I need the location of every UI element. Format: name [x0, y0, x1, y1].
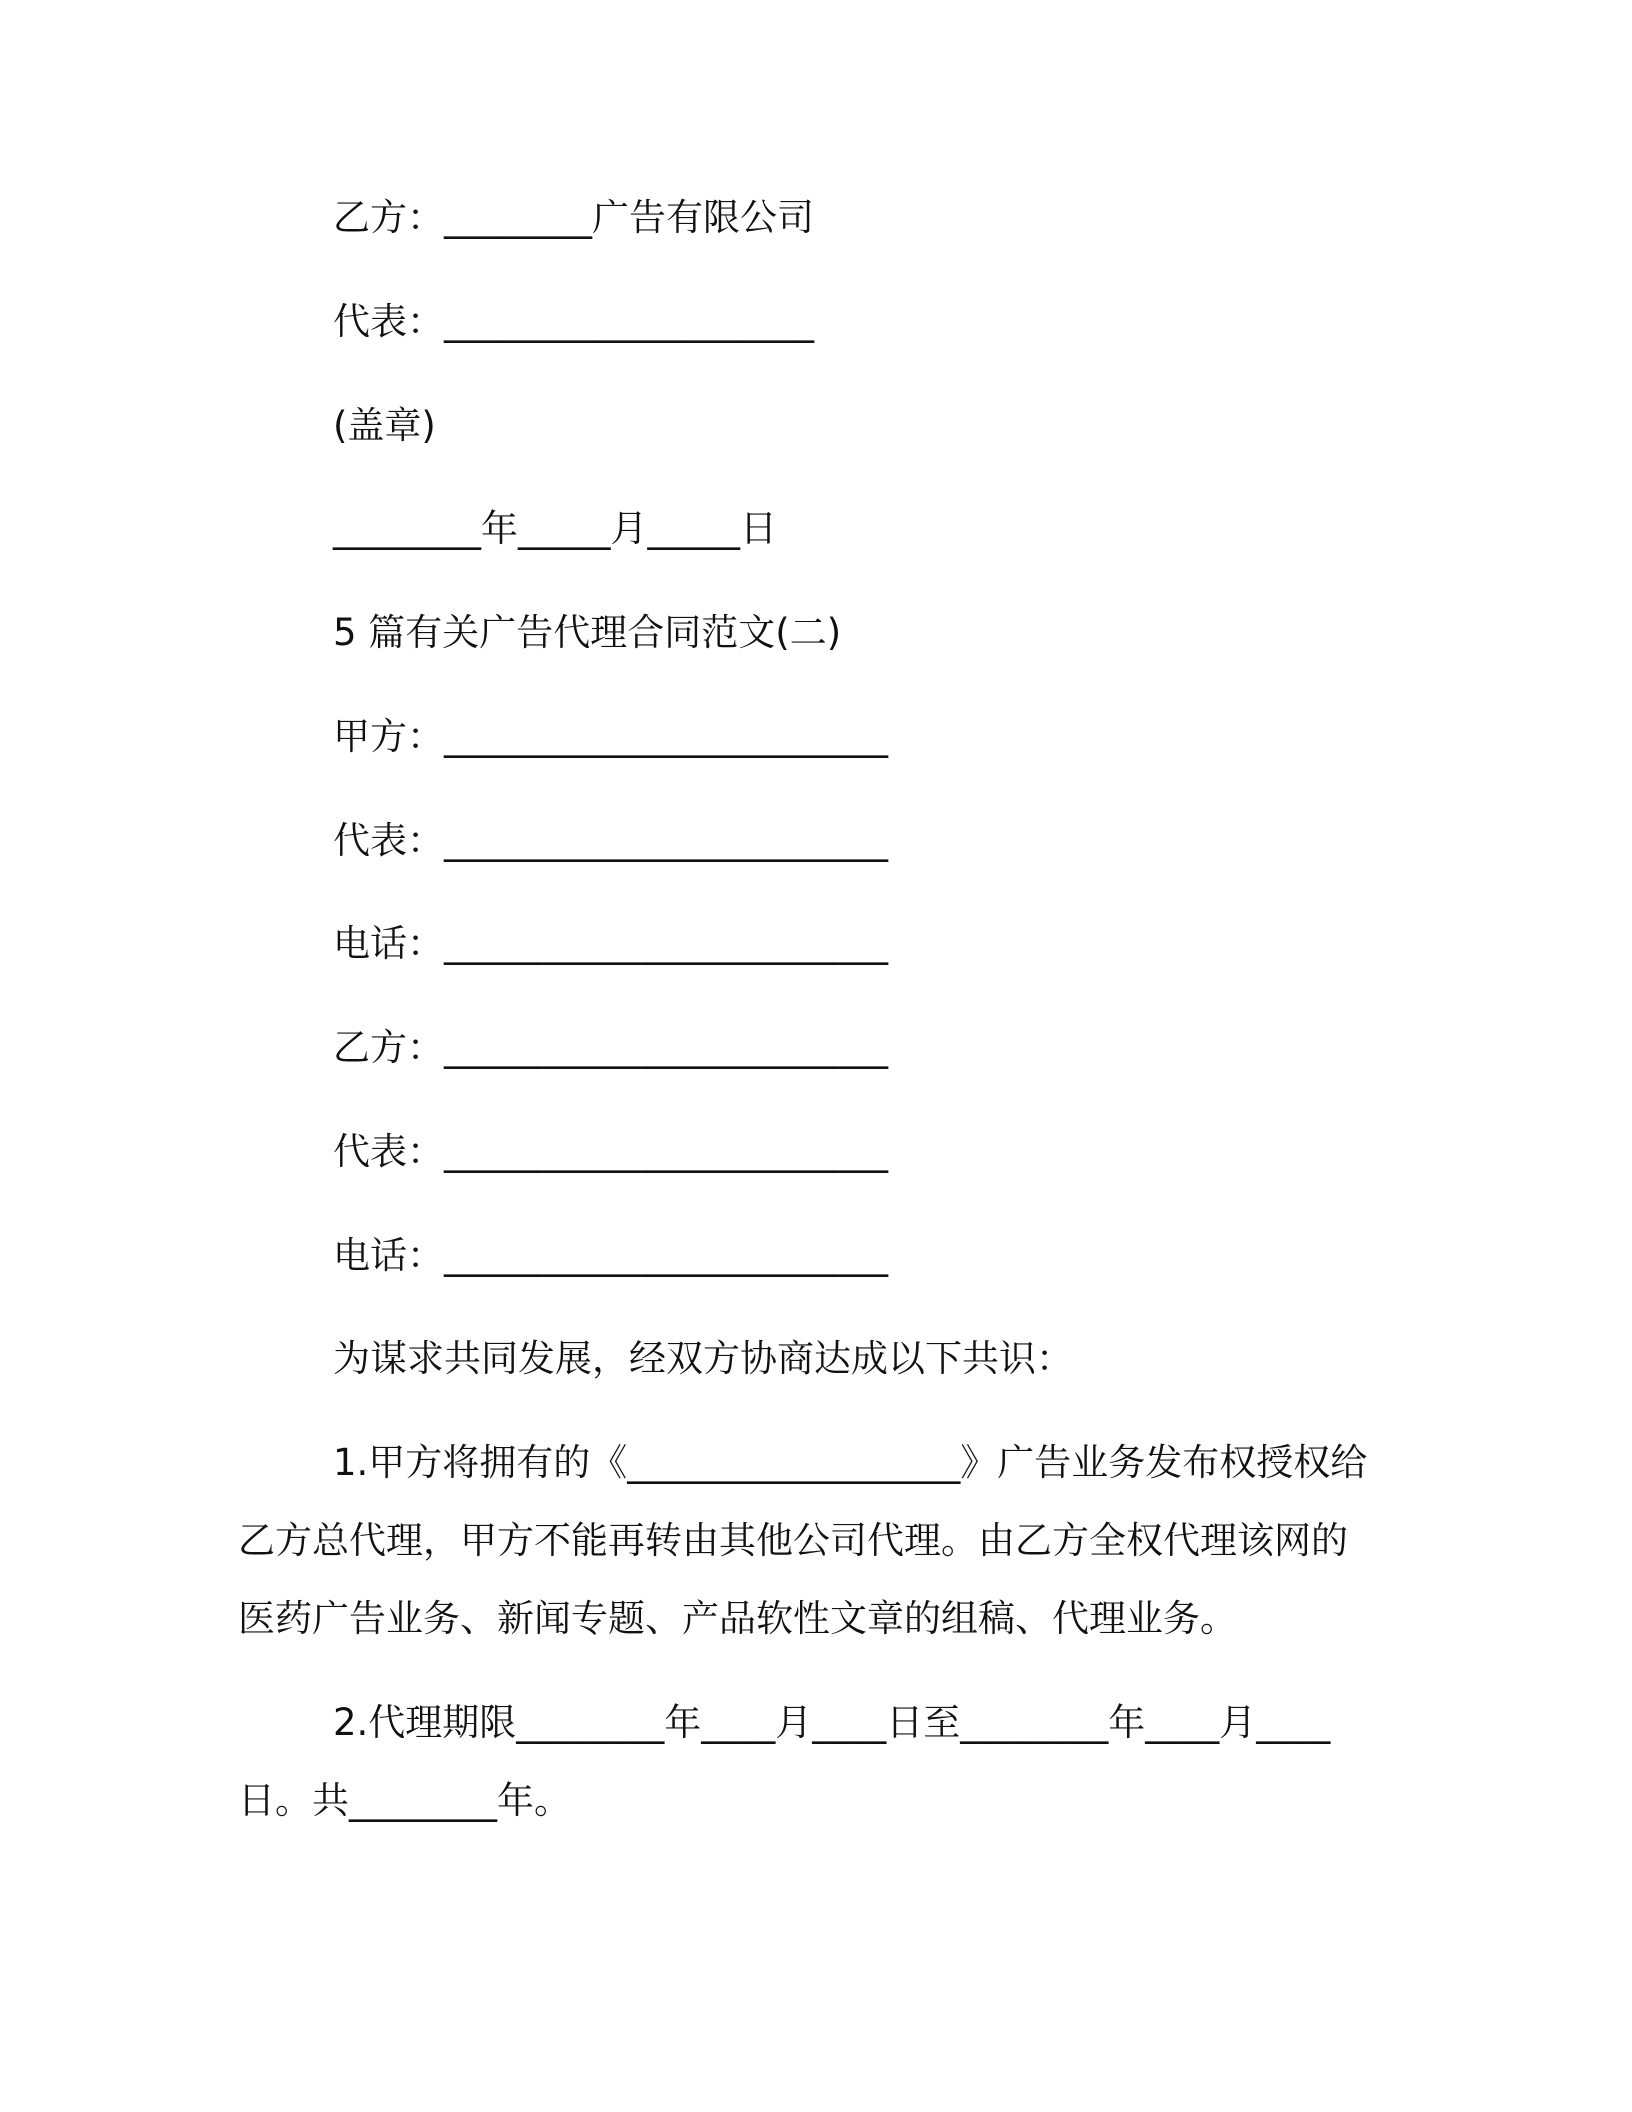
section-heading: 5 篇有关广告代理合同范文(二) [333, 611, 842, 654]
party-a-line: 甲方：________________________ [333, 715, 888, 758]
clause-1-paragraph: 1.甲方将拥有的《__________________》广告业务发布权授权给乙方总代理，甲方不能再转由其他公司代理。由乙方全权代理该网的医药广告业务、新闻专题、产品软性文章的组稿、代理业务。 [238, 1441, 1368, 1640]
party-b-line: 乙方：________________________ [333, 1026, 888, 1069]
party-b-company-line: 乙方：________广告有限公司 [333, 196, 814, 239]
party-b-phone-line: 电话：________________________ [333, 1234, 888, 1277]
party-a-representative-line: 代表：________________________ [333, 819, 888, 862]
clause-2-paragraph: 2.代理期限________年____月____日至________年____月____日。共________年。 [238, 1701, 1331, 1822]
party-b-representative-line-2: 代表：________________________ [333, 1130, 888, 1173]
seal-line: (盖章) [333, 404, 436, 447]
consensus-intro-line: 为谋求共同发展，经双方协商达成以下共识： [333, 1337, 1073, 1380]
date-line: ________年_____月_____日 [333, 507, 777, 550]
party-a-phone-line: 电话：________________________ [333, 922, 888, 965]
party-b-representative-line: 代表：____________________ [333, 300, 814, 343]
